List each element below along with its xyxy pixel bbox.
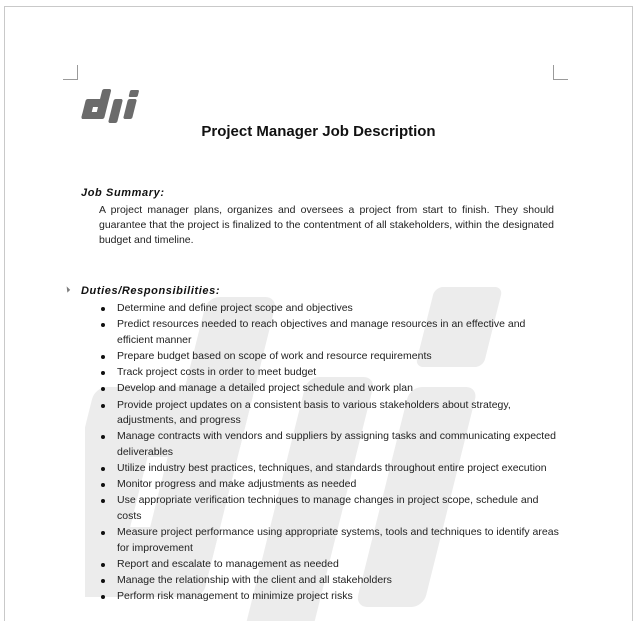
document-title: Project Manager Job Description (201, 123, 436, 140)
duty-item: Provide project updates on a consistent basis to various stakeholders about strategy, adjustments, and progress (99, 398, 561, 429)
duties-heading: Duties/Responsibilities: (81, 285, 221, 297)
duty-item: Utilize industry best practices, techniques, and standards throughout entire project execution (99, 461, 561, 477)
duty-item: Prepare budget based on scope of work and resource requirements (99, 349, 561, 365)
margin-corner-top-right (553, 65, 568, 80)
duty-item: Determine and define project scope and objectives (99, 301, 561, 317)
duty-item: Predict resources needed to reach objectives and manage resources in an effective and efficient manner (99, 317, 561, 348)
margin-corner-top-left (63, 65, 78, 80)
duty-item: Manage the relationship with the client and all stakeholders (99, 573, 561, 589)
job-summary-heading: Job Summary: (81, 187, 165, 199)
duty-item: Use appropriate verification techniques to manage changes in project scope, schedule and costs (99, 493, 561, 524)
duty-item: Manage contracts with vendors and suppliers by assigning tasks and communicating expected deliverables (99, 429, 561, 460)
dji-logo (79, 87, 153, 125)
duty-item: Monitor progress and make adjustments as needed (99, 477, 561, 493)
duty-item: Develop and manage a detailed project schedule and work plan (99, 381, 561, 397)
duties-list (99, 301, 561, 606)
duty-item: Measure project performance using appropriate systems, tools and techniques to identify areas for improvement (99, 525, 561, 556)
duty-item: Report and escalate to management as needed (99, 557, 561, 573)
document-page (4, 6, 633, 621)
job-summary-text: A project manager plans, organizes and oversees a project from start to finish. They should guarantee that the project is finalized to the contentment of all stakeholders, within the designated budget and timeline. (99, 204, 554, 246)
duty-item: Perform risk management to minimize project risks (99, 589, 561, 605)
duty-item: Track project costs in order to meet budget (99, 365, 561, 381)
collapse-triangle-icon[interactable] (64, 286, 70, 292)
